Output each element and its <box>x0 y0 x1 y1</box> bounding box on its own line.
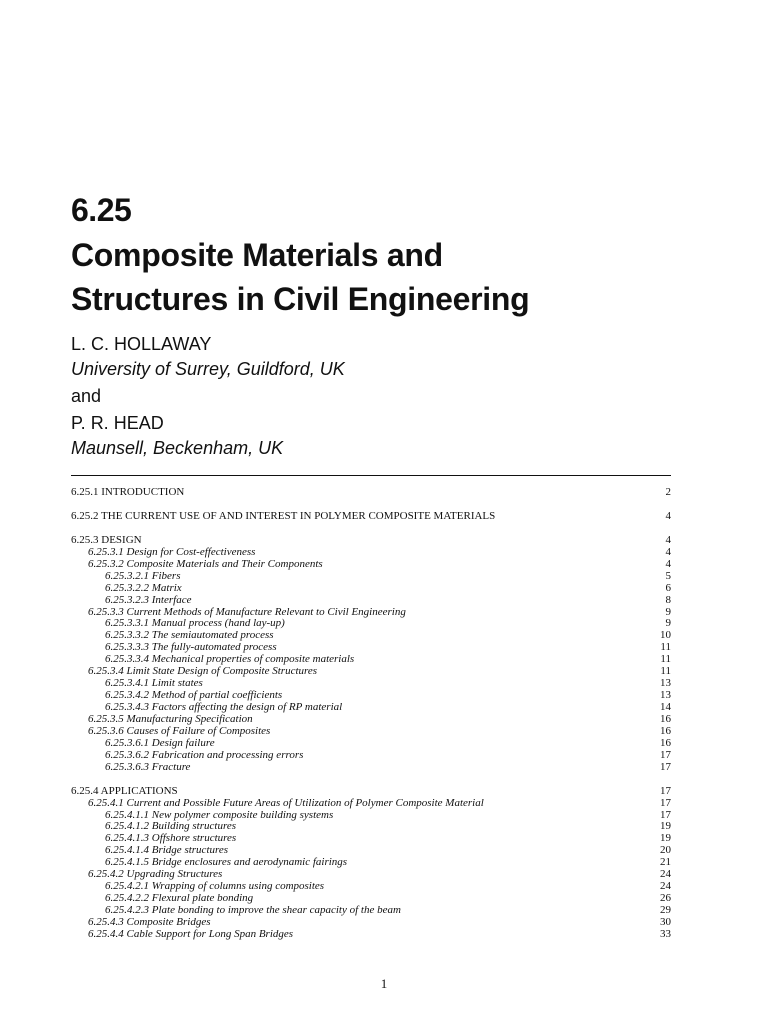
toc-entry-page: 9 <box>665 617 671 630</box>
toc-entry[interactable] <box>71 689 671 701</box>
toc-entry-page: 16 <box>660 724 671 737</box>
toc-entry[interactable] <box>71 653 671 665</box>
toc-entry[interactable] <box>71 868 671 880</box>
toc-entry[interactable] <box>71 904 671 916</box>
toc-entry-page: 17 <box>660 808 671 821</box>
toc-entry-page: 4 <box>665 545 671 558</box>
toc-entry-label: 6.25.4.1.5 Bridge enclosures and aerodynamic fairings <box>105 856 348 869</box>
toc-entry-label: 6.25.4.1.3 Offshore structures <box>105 832 237 845</box>
toc-entry[interactable] <box>71 892 671 904</box>
toc-entry-label: 6.25.3.4.3 Factors affecting the design of RP material <box>105 701 343 713</box>
toc-entry[interactable] <box>71 534 671 546</box>
toc-entry-page: 19 <box>660 820 671 833</box>
toc-entry-label: 6.25.3.2.1 Fibers <box>105 569 181 582</box>
toc-entry[interactable] <box>71 665 671 677</box>
author-name-2: P. R. HEAD <box>71 413 164 433</box>
toc-entry-page: 11 <box>660 653 671 666</box>
toc-entry[interactable] <box>71 606 671 618</box>
toc-entry[interactable] <box>71 594 671 606</box>
toc-entry-label: 6.25.3 DESIGN <box>71 533 142 546</box>
toc-entry-label: 6.25.3.2.2 Matrix <box>105 581 182 594</box>
toc-entry-page: 11 <box>660 665 671 678</box>
toc-entry[interactable] <box>71 486 671 498</box>
toc-entry[interactable] <box>71 677 671 689</box>
table-of-contents <box>71 486 671 940</box>
toc-entry-label: 6.25.3.3.3 The fully-automated process <box>105 641 277 654</box>
toc-entry-label: 6.25.3.6.1 Design failure <box>105 736 215 749</box>
toc-entry-label: 6.25.3.4 Limit State Design of Composite Structures <box>88 665 318 678</box>
toc-entry-label: 6.25.4.3 Composite Bridges <box>88 915 211 928</box>
toc-entry-label: 6.25.4.2.1 Wrapping of columns using composites <box>105 880 325 893</box>
toc-entry[interactable] <box>71 785 671 797</box>
toc-entry-label: 6.25.3.4.1 Limit states <box>105 677 203 690</box>
toc-entry[interactable] <box>71 713 671 725</box>
toc-entry-label: 6.25.4 APPLICATIONS <box>71 784 178 797</box>
toc-entry-page: 4 <box>665 509 671 522</box>
toc-entry[interactable] <box>71 916 671 928</box>
toc-entry[interactable] <box>71 809 671 821</box>
toc-entry-page: 19 <box>660 832 671 845</box>
toc-entry-label: 6.25.3.1 Design for Cost-effectiveness <box>88 545 256 558</box>
author-affiliation-2: Maunsell, Beckenham, UK <box>71 438 284 458</box>
toc-entry-page: 16 <box>660 736 671 749</box>
toc-entry[interactable] <box>71 749 671 761</box>
toc-entry-page: 24 <box>660 868 671 881</box>
toc-entry-label: 6.25.3.3.1 Manual process (hand lay-up) <box>105 617 285 630</box>
toc-entry[interactable] <box>71 737 671 749</box>
toc-entry-label: 6.25.3.3.4 Mechanical properties of composite materials <box>105 653 355 666</box>
toc-entry-page: 2 <box>665 486 671 498</box>
toc-entry-page: 21 <box>660 856 671 869</box>
toc-entry-page: 13 <box>660 677 671 690</box>
toc-entry[interactable] <box>71 582 671 594</box>
chapter-title-line-1: Composite Materials and <box>71 237 443 273</box>
chapter-number: 6.25 <box>71 192 132 228</box>
toc-entry-page: 5 <box>665 569 671 582</box>
toc-entry-label: 6.25.2 THE CURRENT USE OF AND INTEREST IN POLYMER COMPOSITE MATERIALS <box>71 509 496 522</box>
toc-entry[interactable] <box>71 820 671 832</box>
toc-entry-page: 26 <box>660 892 671 905</box>
toc-entry[interactable] <box>71 761 671 773</box>
toc-entry[interactable] <box>71 701 671 713</box>
header-divider <box>71 475 671 476</box>
toc-entry-page: 17 <box>660 748 671 761</box>
toc-entry-label: 6.25.4.1.4 Bridge structures <box>105 844 229 857</box>
toc-entry-label: 6.25.3.2 Composite Materials and Their Components <box>88 557 323 570</box>
toc-entry-page: 16 <box>660 712 671 725</box>
toc-entry-label: 6.25.4.1 Current and Possible Future Areas of Utilization of Polymer Composite Material <box>88 796 484 809</box>
toc-entry-page: 33 <box>660 927 671 940</box>
toc-entry-page: 17 <box>660 760 671 773</box>
toc-entry-label: 6.25.3.6.3 Fracture <box>105 760 191 773</box>
toc-entry-page: 4 <box>665 533 671 546</box>
toc-entry-label: 6.25.3.3.2 The semiautomated process <box>105 629 274 642</box>
toc-entry-page: 24 <box>660 880 671 893</box>
toc-entry-label: 6.25.3.3 Current Methods of Manufacture Relevant to Civil Engineering <box>88 605 406 618</box>
toc-entry-label: 6.25.3.6.2 Fabrication and processing errors <box>105 748 304 761</box>
toc-entry-page: 8 <box>665 593 671 606</box>
toc-entry-label: 6.25.3.4.2 Method of partial coefficients <box>105 689 283 702</box>
toc-entry[interactable] <box>71 510 671 522</box>
page-number: 1 <box>380 976 388 991</box>
author-name-1: L. C. HOLLAWAY <box>71 334 212 354</box>
toc-entry[interactable] <box>71 797 671 809</box>
toc-entry[interactable] <box>71 558 671 570</box>
toc-entry-label: 6.25.4.2.3 Plate bonding to improve the shear capacity of the beam <box>105 904 401 916</box>
toc-entry-label: 6.25.4.4 Cable Support for Long Span Bridges <box>88 927 294 940</box>
toc-entry-label: 6.25.4.1.1 New polymer composite building systems <box>105 808 334 821</box>
toc-entry-label: 6.25.1 INTRODUCTION <box>71 486 185 498</box>
toc-entry[interactable] <box>71 928 671 940</box>
toc-entry-page: 30 <box>660 915 671 928</box>
toc-entry[interactable] <box>71 641 671 653</box>
chapter-title <box>71 233 711 321</box>
toc-entry[interactable] <box>71 880 671 892</box>
toc-entry-page: 20 <box>660 844 671 857</box>
toc-entry[interactable] <box>71 629 671 641</box>
toc-entry-label: 6.25.3.6 Causes of Failure of Composites <box>88 724 271 737</box>
toc-entry[interactable] <box>71 832 671 844</box>
toc-entry-page: 17 <box>660 796 671 809</box>
toc-entry-page: 9 <box>665 605 671 618</box>
toc-entry-label: 6.25.4.2 Upgrading Structures <box>88 868 223 881</box>
author-affiliation-1: University of Surrey, Guildford, UK <box>71 359 345 379</box>
toc-entry[interactable] <box>71 617 671 629</box>
toc-entry-page: 13 <box>660 689 671 702</box>
toc-entry[interactable] <box>71 546 671 558</box>
toc-entry[interactable] <box>71 856 671 868</box>
toc-entry-page: 10 <box>660 629 671 642</box>
toc-entry-page: 14 <box>660 701 671 713</box>
toc-entry-page: 17 <box>660 784 671 797</box>
toc-entry-page: 4 <box>665 557 671 570</box>
toc-entry-label: 6.25.4.2.2 Flexural plate bonding <box>105 892 254 905</box>
author-joiner: and <box>71 386 102 406</box>
toc-entry-label: 6.25.4.1.2 Building structures <box>105 820 236 833</box>
toc-entry-label: 6.25.3.2.3 Interface <box>105 593 192 606</box>
toc-entry[interactable] <box>71 570 671 582</box>
toc-entry-page: 6 <box>665 581 671 594</box>
toc-entry-page: 29 <box>660 904 671 916</box>
toc-entry[interactable] <box>71 725 671 737</box>
toc-entry-label: 6.25.3.5 Manufacturing Specification <box>88 712 253 725</box>
chapter-title-line-2: Structures in Civil Engineering <box>71 281 530 317</box>
toc-entry[interactable] <box>71 844 671 856</box>
toc-entry-page: 11 <box>660 641 671 654</box>
